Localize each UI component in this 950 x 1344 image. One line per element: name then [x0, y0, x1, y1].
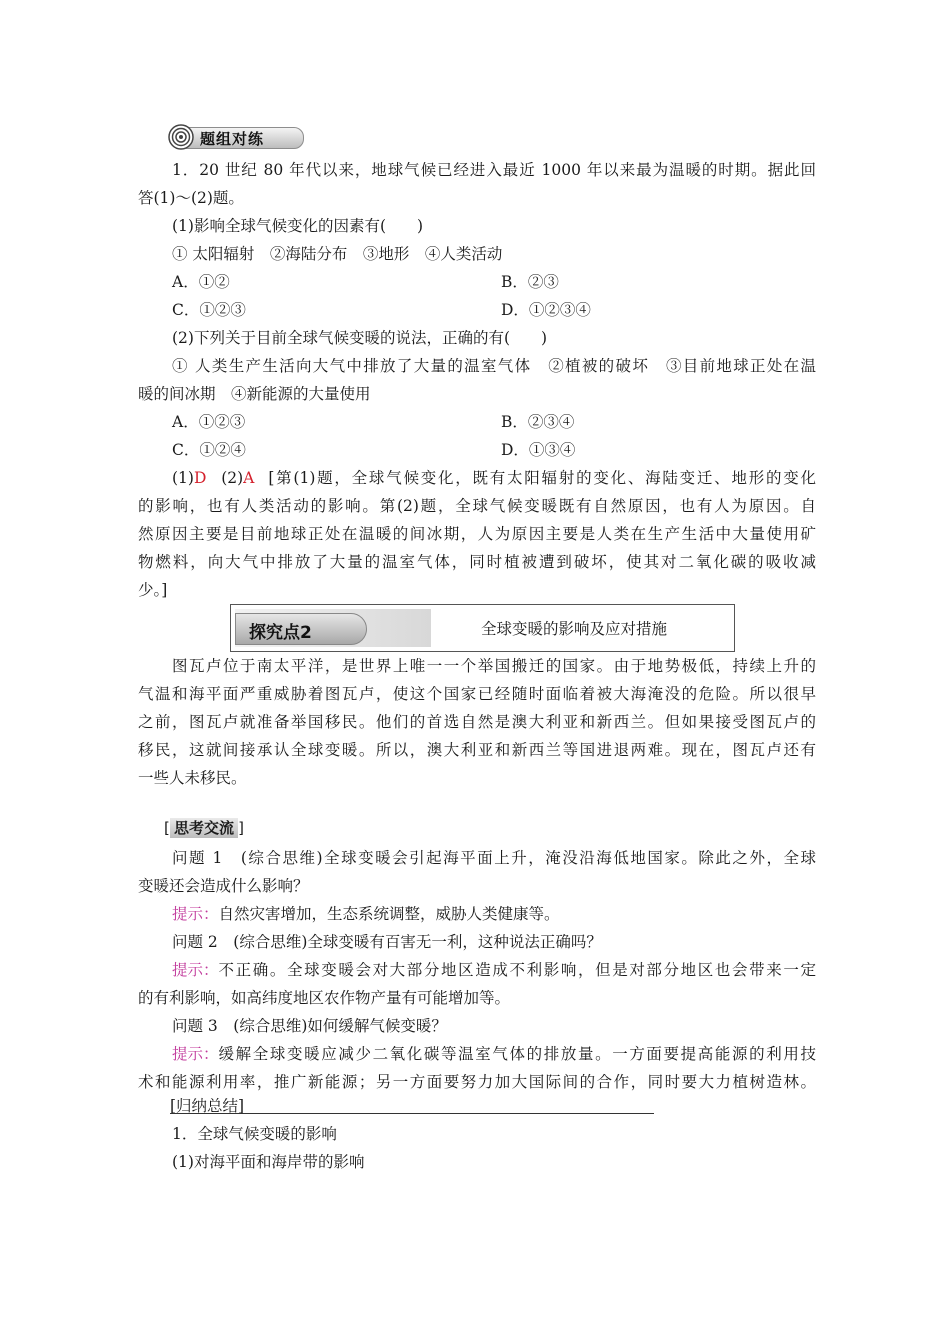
subquestion-2-options-row2: [172, 440, 816, 460]
subquestion-2-options-row1: [172, 412, 816, 432]
target-icon: [168, 124, 194, 150]
explanation-end: 少。]: [138, 581, 168, 599]
explanation-start: [第(1)题，全球气候变化，既有太阳辐射的变化、海陆变迁、地形的变化: [268, 469, 816, 487]
answer-2: A: [243, 469, 255, 487]
explanation: 物燃料，向大气中排放了大量的温室气体，同时植被遭到破坏，使其对二氧化碳的吸收减: [138, 553, 816, 571]
option-a: A．①②③: [172, 413, 246, 431]
subquestion-1-options-row1: [172, 272, 816, 292]
passage-line: 移民，这就间接承认全球变暖。所以，澳大利亚和新西兰等国进退两难。现在，图瓦卢还有: [138, 741, 816, 759]
passage-line: 一些人未移民。: [138, 769, 247, 787]
explore-tab-bg: [235, 609, 431, 647]
subquestion-2-items-cont: 暖的间冰期 ④新能源的大量使用: [138, 385, 371, 403]
passage-line: 之前，图瓦卢就准备举国移民。他们的首选自然是澳大利亚和新西兰。但如果接受图瓦卢的: [138, 713, 816, 731]
option-b: B．②③: [501, 273, 559, 291]
think-question-1-cont: 变暖还会造成什么影响？: [138, 877, 309, 895]
hint-label: 提示：: [172, 905, 219, 923]
think-question-3: 问题 3 (综合思维)如何缓解气候变暖？: [172, 1017, 447, 1035]
hint-label: 提示：: [172, 961, 219, 979]
subquestion-1: (1)影响全球气候变化的因素有( ): [172, 217, 424, 235]
subquestion-1-items: ① 太阳辐射 ②海陆分布 ③地形 ④人类活动: [172, 245, 503, 263]
answer-keys: (1)D (2)A: [172, 469, 255, 487]
explore-title: 全球变暖的影响及应对措施: [481, 620, 668, 638]
subquestion-2: (2)下列关于目前全球气候变暖的说法，正确的有( ): [172, 329, 548, 347]
option-a: A．①②: [172, 273, 230, 291]
hint-2: [172, 960, 816, 980]
answer-1: D: [193, 469, 207, 487]
hint-text: 自然灾害增加，生态系统调整，威胁人类健康等。: [218, 905, 560, 923]
option-d: D．①③④: [501, 441, 576, 459]
passage-line: 气温和海平面严重威胁着图瓦卢，使这个国家已经随时面临着被大海淹没的危险。所以很早: [138, 685, 816, 703]
think-question-2: 问题 2 (综合思维)全球变暖有百害无一利，这种说法正确吗？: [172, 933, 602, 951]
hint-text: 不正确。全球变暖会对大部分地区造成不利影响，但是对部分地区也会带来一定: [218, 961, 816, 979]
explore-point-box: [230, 604, 735, 652]
summary-header: [归纳总结]: [170, 1097, 245, 1115]
question-stem: 1．20 世纪 80 年代以来，地球气候已经进入最近 1000 年以来最为温暖的时期。据此回: [172, 161, 816, 179]
answer-line: [172, 468, 816, 488]
explanation: 的影响，也有人类活动的影响。第(2)题，全球气候变暖既有自然原因，也有人为原因。自: [138, 497, 816, 515]
think-question-1: 问题 1 (综合思维)全球变暖会引起海平面上升，淹没沿海低地国家。除此之外，全球: [172, 849, 816, 867]
hint-3: [172, 1044, 816, 1064]
option-b: B．②③④: [501, 413, 575, 431]
hint-3-cont: 术和能源利用率，推广新能源；另一方面要努力加大国际间的合作，同时要大力植树造林。: [138, 1073, 816, 1091]
explanation: 然原因主要是目前地球正处在温暖的间冰期，人为原因主要是人类在生产生活中大量使用矿: [138, 525, 816, 543]
subquestion-1-options-row2: [172, 300, 816, 320]
summary-item-1-1: (1)对海平面和海岸带的影响: [172, 1153, 365, 1171]
subquestion-2-items: ① 人类生产生活向大气中排放了大量的温室气体 ②植被的破坏 ③目前地球正处在温: [172, 357, 816, 375]
passage-line: 图瓦卢位于南太平洋，是世界上唯一一个举国搬迁的国家。由于地势极低，持续上升的: [172, 657, 816, 675]
question-stem-cont: 答(1)～(2)题。: [138, 189, 244, 207]
summary-underline: [170, 1113, 654, 1114]
option-c: C．①②④: [172, 441, 246, 459]
summary-item-1: 1．全球气候变暖的影响: [172, 1125, 337, 1143]
badge-label: 题组对练: [200, 130, 265, 148]
explore-tab-label: 探究点2: [249, 623, 312, 643]
option-d: D．①②③④: [501, 301, 591, 319]
hint-2-cont: 的有利影响，如高纬度地区农作物产量有可能增加等。: [138, 989, 511, 1007]
hint-label: 提示：: [172, 1045, 219, 1063]
option-c: C．①②③: [172, 301, 246, 319]
hint-1: [172, 904, 560, 924]
hint-text: 缓解全球变暖应减少二氧化碳等温室气体的排放量。一方面要提高能源的利用技: [218, 1045, 816, 1063]
group-practice-badge: [168, 124, 308, 150]
think-discuss-header: [ 思考交流 ]: [170, 818, 238, 838]
